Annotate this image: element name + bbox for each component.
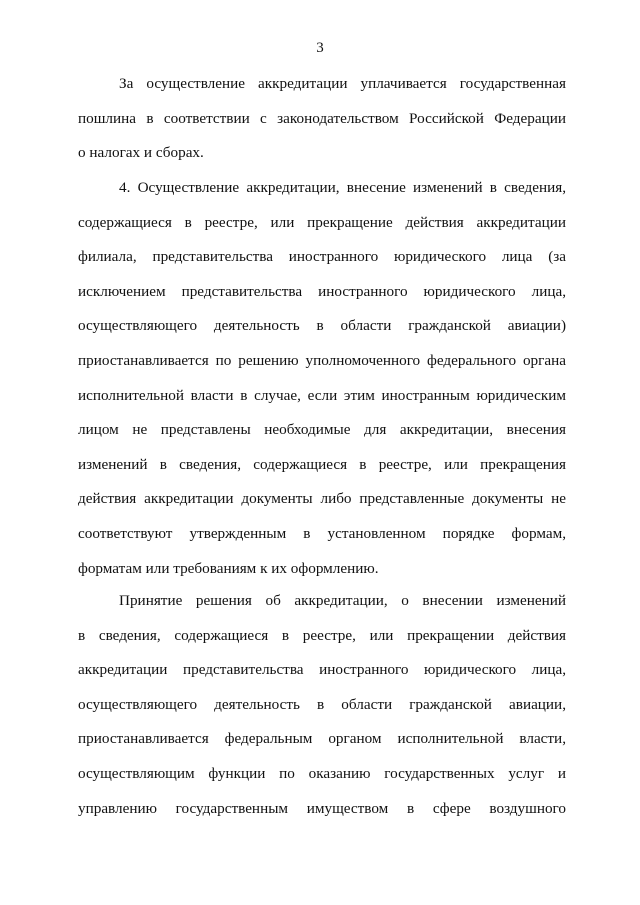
paragraph-line: филиала, представительства иностранного юридического лица (за: [78, 248, 566, 266]
paragraph-line: приостанавливается по решению уполномоченного федерального органа: [78, 351, 566, 369]
paragraph-line: аккредитации представительства иностранного юридического лица,: [78, 661, 566, 679]
paragraph-line: осуществляющего деятельность в области гражданской авиации): [78, 317, 566, 335]
paragraph-line: приостанавливается федеральным органом исполнительной власти,: [78, 730, 566, 748]
paragraph-line: За осуществление аккредитации уплачивается государственная: [119, 75, 566, 92]
page-number: 3: [316, 40, 324, 56]
paragraph-line: исполнительной власти в случае, если этим иностранным юридическим: [78, 386, 566, 404]
paragraph-line: пошлина в соответствии с законодательством Российской Федерации: [78, 109, 566, 127]
paragraph-line: лицом не представлены необходимые для аккредитации, внесения: [78, 421, 566, 439]
paragraph-line: исключением представительства иностранного юридического лица,: [78, 282, 566, 300]
paragraph-line: в сведения, содержащиеся в реестре, или прекращении действия: [78, 626, 566, 644]
paragraph-1: [78, 67, 566, 171]
paragraph-line: действия аккредитации документы либо представленные документы не: [78, 490, 566, 508]
paragraph-line: о налогах и сборах.: [78, 144, 204, 162]
paragraph-line: 4. Осуществление аккредитации, внесение изменений в сведения,: [119, 179, 566, 196]
paragraph-line: изменений в сведения, содержащиеся в реестре, или прекращения: [78, 455, 566, 473]
paragraph-line: осуществляющим функции по оказанию государственных услуг и: [78, 764, 566, 782]
paragraph-line: управлению государственным имуществом в сфере воздушного: [78, 799, 566, 817]
paragraph-line: соответствуют утвержденным в установленном порядке формам,: [78, 524, 566, 542]
paragraph-line: Принятие решения об аккредитации, о внесении изменений: [119, 592, 566, 609]
paragraph-2: [78, 171, 566, 586]
paragraph-line: содержащиеся в реестре, или прекращение действия аккредитации: [78, 213, 566, 231]
paragraph-3: [78, 584, 566, 826]
paragraph-line: осуществляющего деятельность в области гражданской авиации,: [78, 695, 566, 713]
paragraph-line: форматам или требованиям к их оформлению.: [78, 559, 379, 577]
